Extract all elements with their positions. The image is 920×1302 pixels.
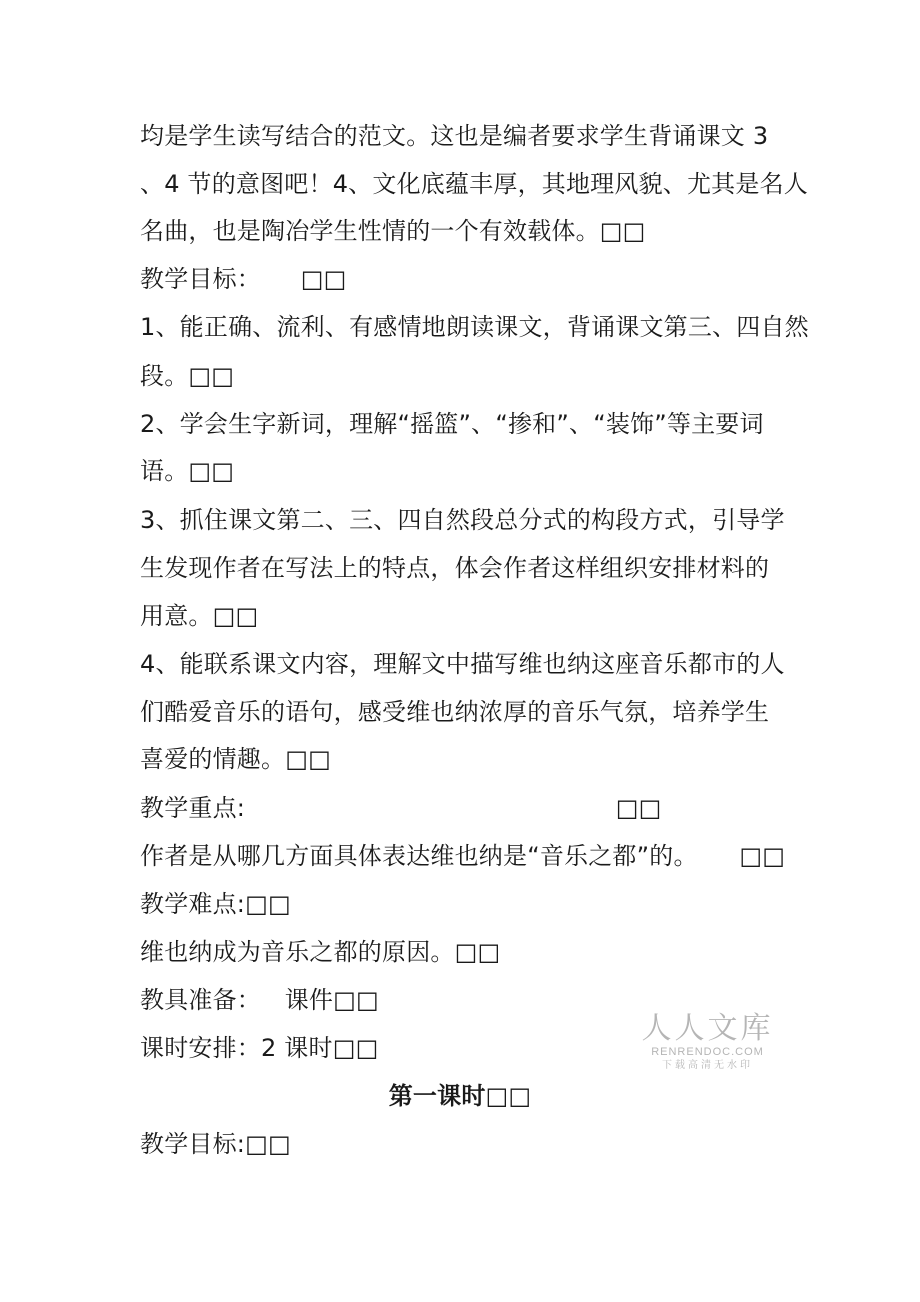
text-line: 们酷爱音乐的语句，感受维也纳浓厚的音乐气氛，培养学生 bbox=[140, 698, 770, 726]
text-line: 教学难点:□□ bbox=[140, 890, 291, 918]
key-point-text: 作者是从哪几方面具体表达维也纳是“音乐之都”的。 bbox=[140, 842, 698, 870]
text-line: 喜爱的情趣。□□ bbox=[140, 745, 331, 773]
watermark-logo bbox=[640, 1012, 775, 1073]
watermark-title: 人人文库 bbox=[641, 1011, 774, 1046]
text-line: 维也纳成为音乐之都的原因。□□ bbox=[140, 938, 501, 966]
text-line: 名曲，也是陶冶学生性情的一个有效载体。□□ bbox=[140, 217, 646, 245]
text-line: 语。□□ bbox=[140, 457, 235, 485]
section-title: 第一课时□□ bbox=[388, 1082, 532, 1110]
placeholder-boxes: □□ bbox=[615, 794, 662, 822]
placeholder-boxes: □□ bbox=[739, 842, 786, 870]
text-line: 段。□□ bbox=[140, 362, 235, 390]
materials-heading: 教具准备： bbox=[140, 986, 261, 1014]
objectives-heading-line bbox=[140, 263, 790, 295]
text-line: 1、能正确、流利、有感情地朗读课文，背诵课文第三、四自然 bbox=[140, 313, 809, 341]
text-line: 2、学会生字新词，理解“摇篮”、“掺和”、“装饰”等主要词 bbox=[140, 410, 764, 438]
key-point-line bbox=[140, 840, 790, 872]
schedule-line: 课时安排：2 课时□□ bbox=[140, 1034, 379, 1062]
text-line: 4、能联系课文内容，理解文中描写维也纳这座音乐都市的人 bbox=[140, 650, 785, 678]
text-line: 生发现作者在写法上的特点，体会作者这样组织安排材料的 bbox=[140, 554, 770, 582]
text-line: 、4 节的意图吧！4、文化底蕴丰厚，其地理风貌、尤其是名人 bbox=[140, 170, 808, 198]
key-point-heading-line bbox=[140, 792, 790, 824]
watermark-slogan: 下载高清无水印 bbox=[662, 1060, 753, 1071]
text-line: 均是学生读写结合的范文。这也是编者要求学生背诵课文 3 bbox=[140, 122, 769, 150]
watermark-domain: RENRENDOC.COM bbox=[651, 1046, 764, 1058]
text-line: 3、抓住课文第二、三、四自然段总分式的构段方式，引导学 bbox=[140, 506, 785, 534]
placeholder-boxes: □□ bbox=[300, 265, 347, 293]
text-line: 用意。□□ bbox=[140, 602, 259, 630]
text-line: 教学目标:□□ bbox=[140, 1130, 291, 1158]
key-point-heading: 教学重点: bbox=[140, 794, 246, 822]
objectives-heading: 教学目标： bbox=[140, 265, 261, 293]
materials-value: 课件□□ bbox=[284, 986, 379, 1014]
